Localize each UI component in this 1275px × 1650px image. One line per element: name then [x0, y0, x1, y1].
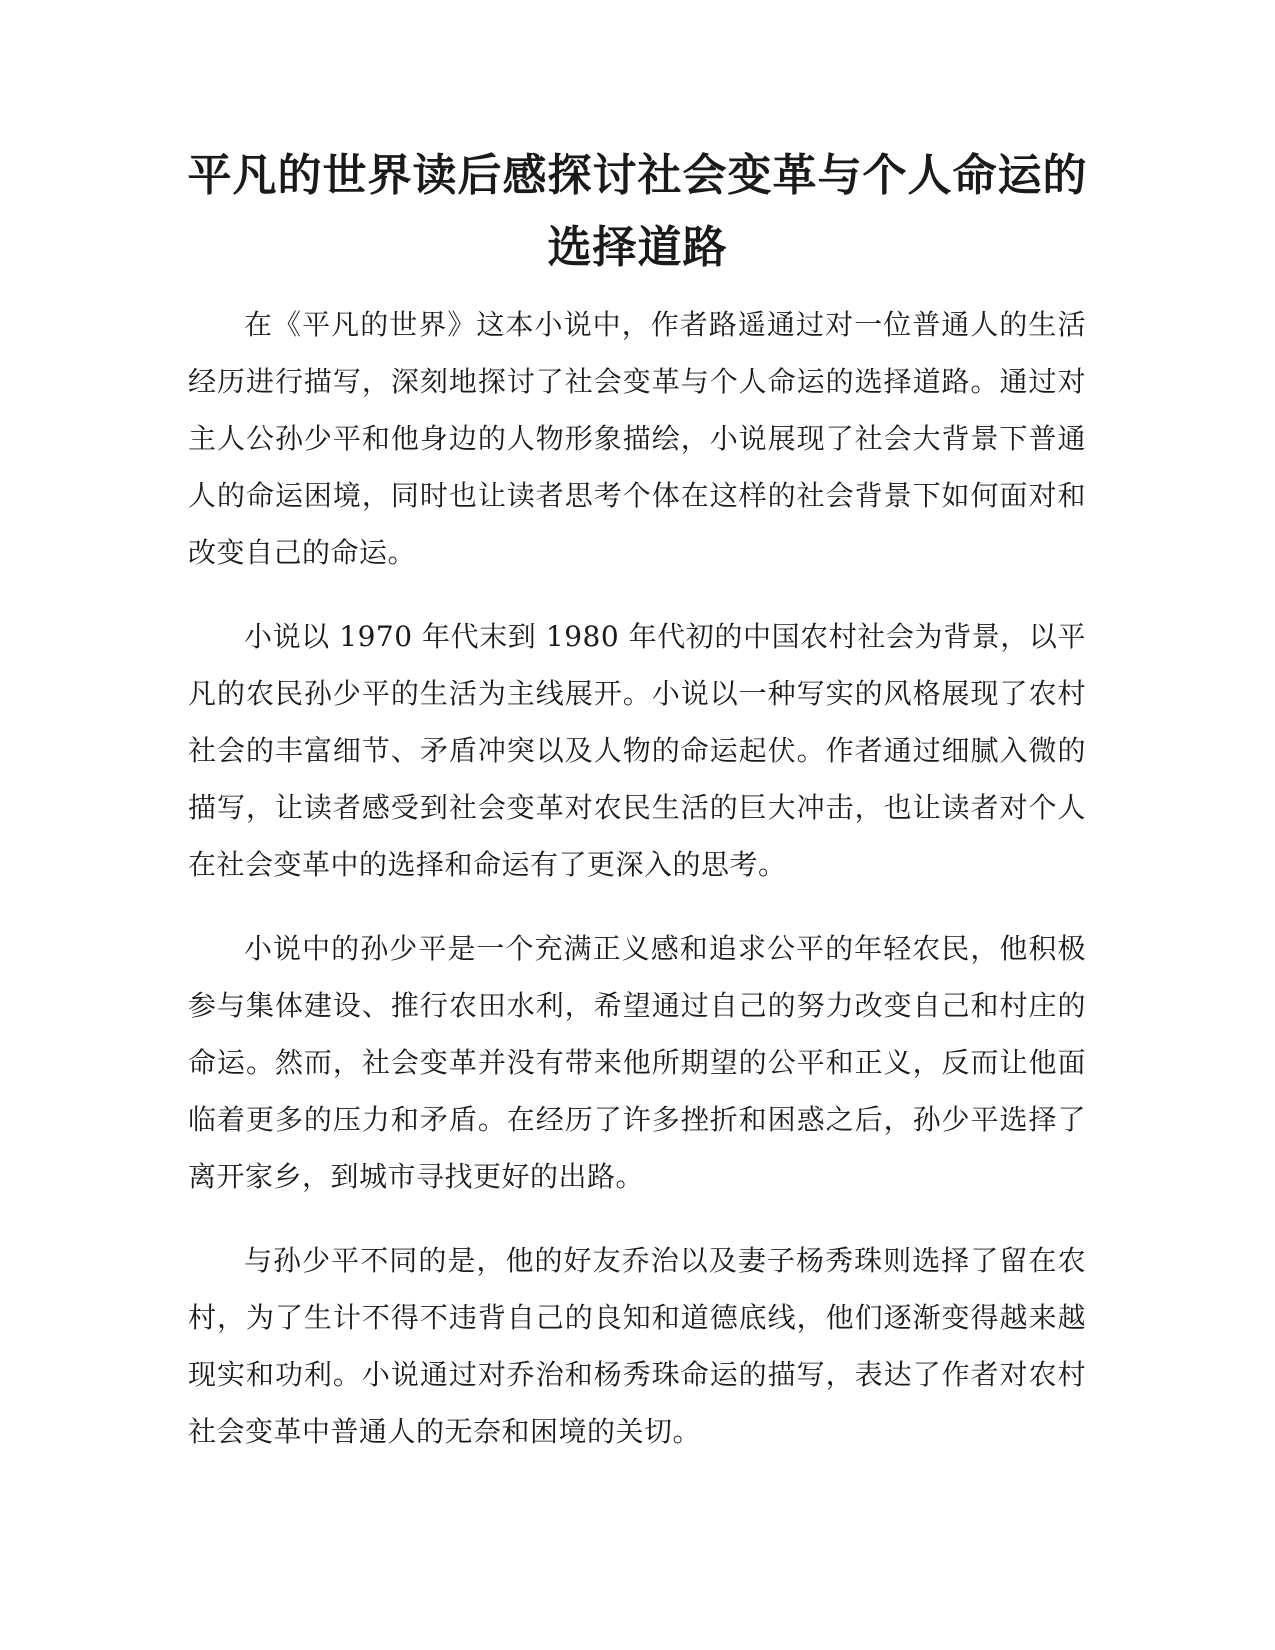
- document-title: 平凡的世界读后感探讨社会变革与个人命运的选择道路: [187, 150, 1088, 273]
- document-body: [188, 296, 1086, 1487]
- paragraph-3: 小说中的孙少平是一个充满正义感和追求公平的年轻农民，他积极参与集体建设、推行农田水利，希望通过自己的努力改变自己和村庄的命运。然而，社会变革并没有带来他所期望的公平和正义，反而让他面临着更多的压力和矛盾。在经历了许多挫折和困惑之后，孙少平选择了离开家乡，到城市寻找更好的出路。: [188, 932, 1086, 1193]
- paragraph-4: 与孙少平不同的是，他的好友乔治以及妻子杨秀珠则选择了留在农村，为了生计不得不违背自己的良知和道德底线，他们逐渐变得越来越现实和功利。小说通过对乔治和杨秀珠命运的描写，表达了作者对农村社会变革中普通人的无奈和困境的关切。: [188, 1244, 1086, 1448]
- paragraph-1: 在《平凡的世界》这本小说中，作者路遥通过对一位普通人的生活经历进行描写，深刻地探讨了社会变革与个人命运的选择道路。通过对主人公孙少平和他身边的人物形象描绘，小说展现了社会大背景下普通人的命运困境，同时也让读者思考个体在这样的社会背景下如何面对和改变自己的命运。: [188, 308, 1086, 569]
- paragraph-2: 小说以 1970 年代末到 1980 年代初的中国农村社会为背景，以平凡的农民孙少平的生活为主线展开。小说以一种写实的风格展现了农村社会的丰富细节、矛盾冲突以及人物的命运起伏。作者通过细腻入微的描写，让读者感受到社会变革对农民生活的巨大冲击，也让读者对个人在社会变革中的选择和命运有了更深入的思考。: [188, 620, 1086, 881]
